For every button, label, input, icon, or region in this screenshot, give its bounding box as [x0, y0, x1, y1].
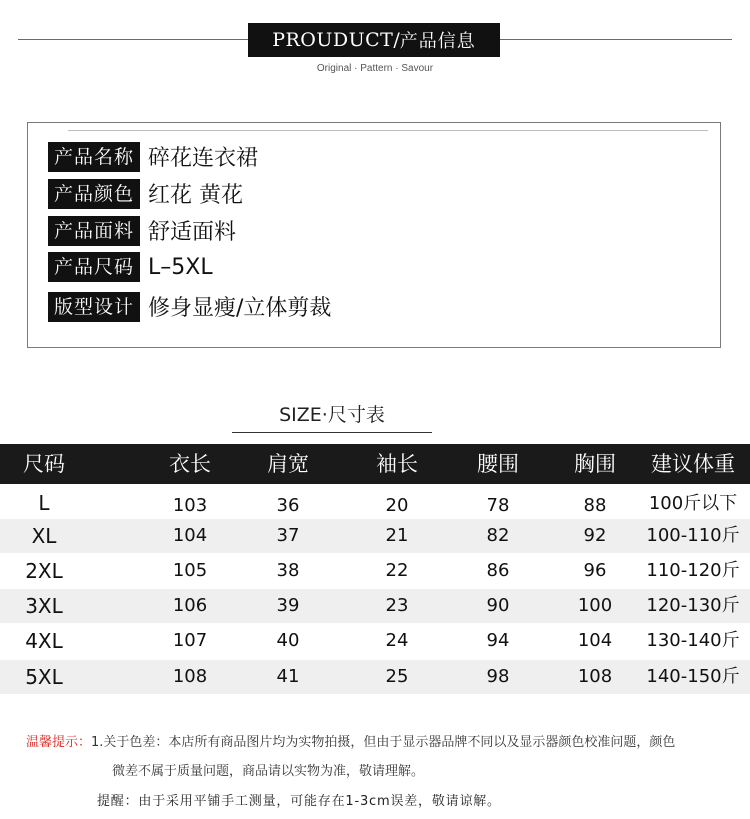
table-row — [0, 519, 750, 553]
size-title-underline — [232, 432, 432, 433]
title-chinese: 产品信息 — [399, 31, 476, 52]
table-cell: 41 — [276, 666, 300, 687]
table-cell: 108 — [172, 666, 208, 687]
warm-tip-label: 温馨提示： — [26, 735, 92, 750]
table-cell: 94 — [486, 630, 510, 651]
table-cell: 103 — [172, 495, 208, 516]
tagline: Original · Pattern · Savour — [316, 63, 434, 74]
header-cell: 腰围 — [477, 452, 519, 476]
warm-tip-continued: 微差不属于质量问题，商品请以实物为准，敬请理解。 — [112, 764, 425, 779]
table-cell: 100斤以下 — [648, 493, 738, 514]
table-cell: L — [38, 491, 50, 515]
table-cell: 107 — [172, 630, 208, 651]
info-row-size — [48, 252, 213, 282]
info-row-fabric — [48, 215, 236, 246]
header-cell: 胸围 — [574, 452, 616, 476]
table-cell: 96 — [583, 560, 607, 581]
table-cell: 40 — [276, 630, 300, 651]
info-value: 修身显瘦/立体剪裁 — [148, 296, 332, 321]
table-row — [0, 554, 750, 588]
table-row — [0, 589, 750, 623]
table-cell: 104 — [172, 525, 208, 546]
panel-inner-line — [68, 130, 708, 131]
header-cell: 衣长 — [169, 452, 211, 476]
table-cell: 100 — [577, 595, 613, 616]
info-label: 产品面料 — [48, 216, 140, 246]
header-cell: 袖长 — [376, 452, 418, 476]
info-value: 碎花连衣裙 — [148, 146, 259, 171]
table-cell: 36 — [276, 495, 300, 516]
table-cell: 2XL — [25, 559, 63, 583]
info-row-design — [48, 291, 331, 322]
info-row-color — [48, 178, 243, 209]
measurement-reminder: 提醒：由于采用平铺手工测量，可能存在1-3cm误差，敬请谅解。 — [97, 794, 501, 809]
size-table-header — [0, 444, 750, 484]
warm-tip-text: 1.关于色差：本店所有商品图片均为实物拍摄，但由于显示器品牌不同以及显示器颜色校准问题，颜色 — [91, 735, 676, 750]
info-value: 舒适面料 — [148, 220, 237, 245]
table-cell: XL — [31, 524, 57, 548]
table-cell: 21 — [385, 525, 409, 546]
table-cell: 23 — [385, 595, 409, 616]
table-cell: 4XL — [25, 629, 63, 653]
table-cell: 39 — [276, 595, 300, 616]
size-table-title: SIZE·尺寸表 — [279, 404, 385, 426]
table-cell: 100-110斤 — [646, 525, 740, 546]
table-cell: 110-120斤 — [646, 560, 740, 581]
header-cell: 肩宽 — [267, 452, 309, 476]
product-info-panel — [27, 122, 721, 348]
table-cell: 78 — [486, 495, 510, 516]
header-cell: 建议体重 — [651, 452, 735, 476]
table-cell: 104 — [577, 630, 613, 651]
table-cell: 5XL — [25, 665, 63, 689]
info-label: 版型设计 — [48, 292, 140, 322]
table-cell: 38 — [276, 560, 300, 581]
table-cell: 88 — [583, 495, 607, 516]
table-cell: 20 — [385, 495, 409, 516]
info-row-name — [48, 141, 258, 172]
table-row — [0, 486, 750, 520]
table-cell: 140-150斤 — [646, 666, 740, 687]
info-label: 产品颜色 — [48, 179, 140, 209]
table-cell: 106 — [172, 595, 208, 616]
table-cell: 25 — [385, 666, 409, 687]
table-cell: 130-140斤 — [646, 630, 740, 651]
header-divider-left — [18, 39, 248, 40]
table-cell: 108 — [577, 666, 613, 687]
table-cell: 22 — [385, 560, 409, 581]
table-row — [0, 624, 750, 658]
info-label: 产品尺码 — [48, 252, 140, 282]
title-separator: / — [393, 29, 400, 51]
table-cell: 120-130斤 — [646, 595, 740, 616]
table-cell: 105 — [172, 560, 208, 581]
warm-tip — [26, 734, 726, 752]
table-cell: 86 — [486, 560, 510, 581]
info-value: L–5XL — [148, 254, 213, 280]
info-label: 产品名称 — [48, 142, 140, 172]
table-cell: 37 — [276, 525, 300, 546]
table-row — [0, 660, 750, 694]
title-english: PROUDUCT — [272, 29, 394, 51]
table-cell: 3XL — [25, 594, 63, 618]
info-value: 红花 黄花 — [148, 183, 244, 208]
header-cell: 尺码 — [23, 452, 65, 476]
table-cell: 24 — [385, 630, 409, 651]
section-title-product-info — [248, 23, 500, 57]
table-cell: 82 — [486, 525, 510, 546]
table-cell: 92 — [583, 525, 607, 546]
header-divider-right — [500, 39, 732, 40]
table-cell: 90 — [486, 595, 510, 616]
table-cell: 98 — [486, 666, 510, 687]
